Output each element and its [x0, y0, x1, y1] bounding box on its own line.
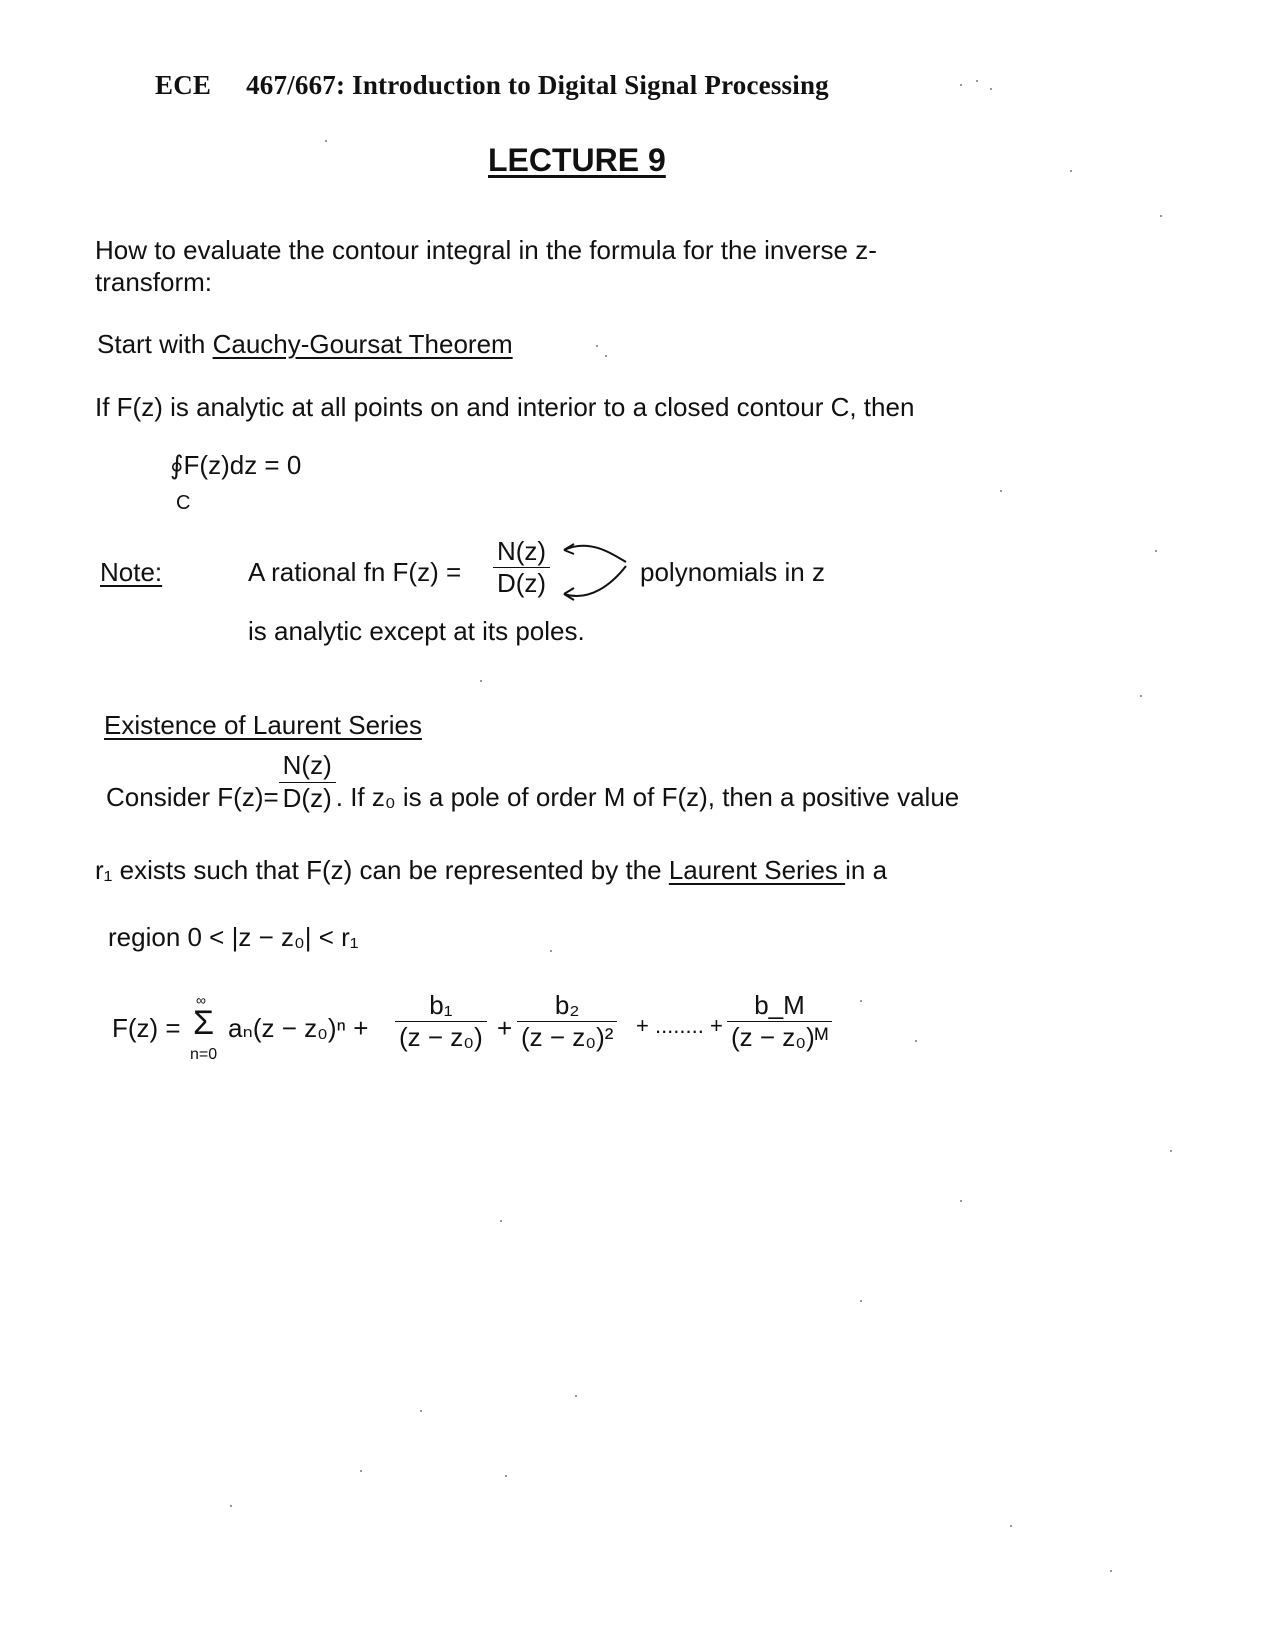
note-denominator: D(z): [497, 568, 547, 599]
laurent-region: region 0 < |z − z₀| < r₁: [108, 922, 359, 952]
course-title: Introduction to Digital Signal Processing: [352, 70, 829, 100]
course-code: ECE: [155, 70, 212, 100]
contour-label: C: [176, 492, 191, 514]
laurent-line-2-post: in a: [845, 855, 888, 885]
note-annotation: polynomials in z: [640, 557, 825, 587]
laurent-numerator: N(z): [279, 752, 336, 782]
course-header: [155, 70, 829, 101]
scan-speckle: [550, 950, 552, 952]
sigma-symbol: Σ: [193, 1004, 215, 1042]
b1-numerator: b₁: [395, 992, 487, 1022]
series-lhs: F(z) =: [112, 1013, 181, 1043]
note-line-2: is analytic except at its poles.: [248, 616, 585, 646]
scan-speckle: [1170, 1150, 1172, 1152]
plus-sign: +: [497, 1013, 513, 1043]
b1-denominator: (z − z₀): [399, 1022, 483, 1053]
consider-prefix: Consider F(z)=: [106, 782, 279, 812]
scan-speckle: [1155, 550, 1157, 552]
laurent-heading: Existence of Laurent Series: [104, 710, 422, 740]
scan-speckle: [915, 1040, 917, 1042]
polynomial-arrows-icon: [560, 540, 632, 606]
bM-denominator: (z − z₀)ᴹ: [731, 1022, 829, 1053]
scan-speckle: [230, 1505, 232, 1507]
lecture-title: LECTURE 9: [488, 142, 666, 178]
course-number: 467/667:: [246, 70, 346, 100]
consider-suffix: . If z₀ is a pole of order M of F(z), then a positive value: [335, 782, 960, 812]
scan-speckle: [1010, 1525, 1012, 1527]
condition-line: If F(z) is analytic at all points on and interior to a closed contour C, then: [95, 392, 915, 422]
sigma-lower-limit: n=0: [190, 1046, 218, 1063]
scan-speckle: [976, 80, 978, 82]
bM-numerator: b_M: [727, 992, 832, 1022]
sigma-upper-limit: ∞: [196, 992, 206, 1008]
contour-integral: [170, 450, 301, 481]
scan-speckle: [1070, 170, 1072, 172]
scan-speckle: [860, 1000, 862, 1002]
scan-speckle: [596, 345, 598, 347]
b2-numerator: b₂: [517, 992, 617, 1022]
scan-speckle: [360, 1470, 362, 1472]
b2-denominator: (z − z₀)²: [521, 1022, 614, 1053]
intro-line-2: transform:: [95, 267, 213, 297]
intro-line-1: How to evaluate the contour integral in the formula for the inverse z-: [95, 235, 877, 265]
note-text: A rational fn F(z) =: [248, 557, 462, 587]
scan-speckle: [605, 355, 607, 357]
laurent-consider: [106, 750, 960, 814]
note-label: Note:: [100, 557, 163, 587]
note-fraction: [493, 538, 550, 598]
contour-integral-symbol: ∮: [170, 450, 184, 480]
note-numerator: N(z): [493, 538, 550, 568]
scan-speckle: [990, 88, 992, 90]
laurent-series-term: Laurent Series: [668, 855, 846, 885]
laurent-line-2-pre: r₁ exists such that F(z) can be represented by the: [95, 855, 669, 885]
term-bM: [727, 992, 832, 1052]
scan-speckle: [420, 1410, 422, 1412]
series-ellipsis: + ........ +: [636, 1013, 723, 1038]
start-prefix: Start with: [97, 329, 213, 359]
scan-speckle: [1140, 695, 1142, 697]
theorem-name: Cauchy-Goursat Theorem: [212, 329, 513, 359]
power-series-term: aₙ(z − z₀)ⁿ +: [228, 1013, 369, 1043]
scan-speckle: [505, 1475, 507, 1477]
scan-speckle: [480, 680, 482, 682]
scan-speckle: [960, 84, 962, 86]
scan-speckle: [500, 1220, 502, 1222]
start-line: [97, 327, 513, 361]
scan-speckle: [1160, 215, 1162, 217]
term-b2: [517, 992, 617, 1052]
scan-speckle: [860, 1300, 862, 1302]
scan-speckle: [325, 140, 327, 142]
laurent-line-2: [95, 853, 887, 887]
scan-speckle: [575, 1395, 577, 1397]
scan-speckle: [1110, 1570, 1112, 1572]
term-b1: [395, 992, 487, 1052]
integral-body: F(z)dz = 0: [183, 450, 302, 480]
laurent-denominator: D(z): [282, 782, 332, 813]
scan-speckle: [960, 1200, 962, 1202]
scan-speckle: [1000, 490, 1002, 492]
